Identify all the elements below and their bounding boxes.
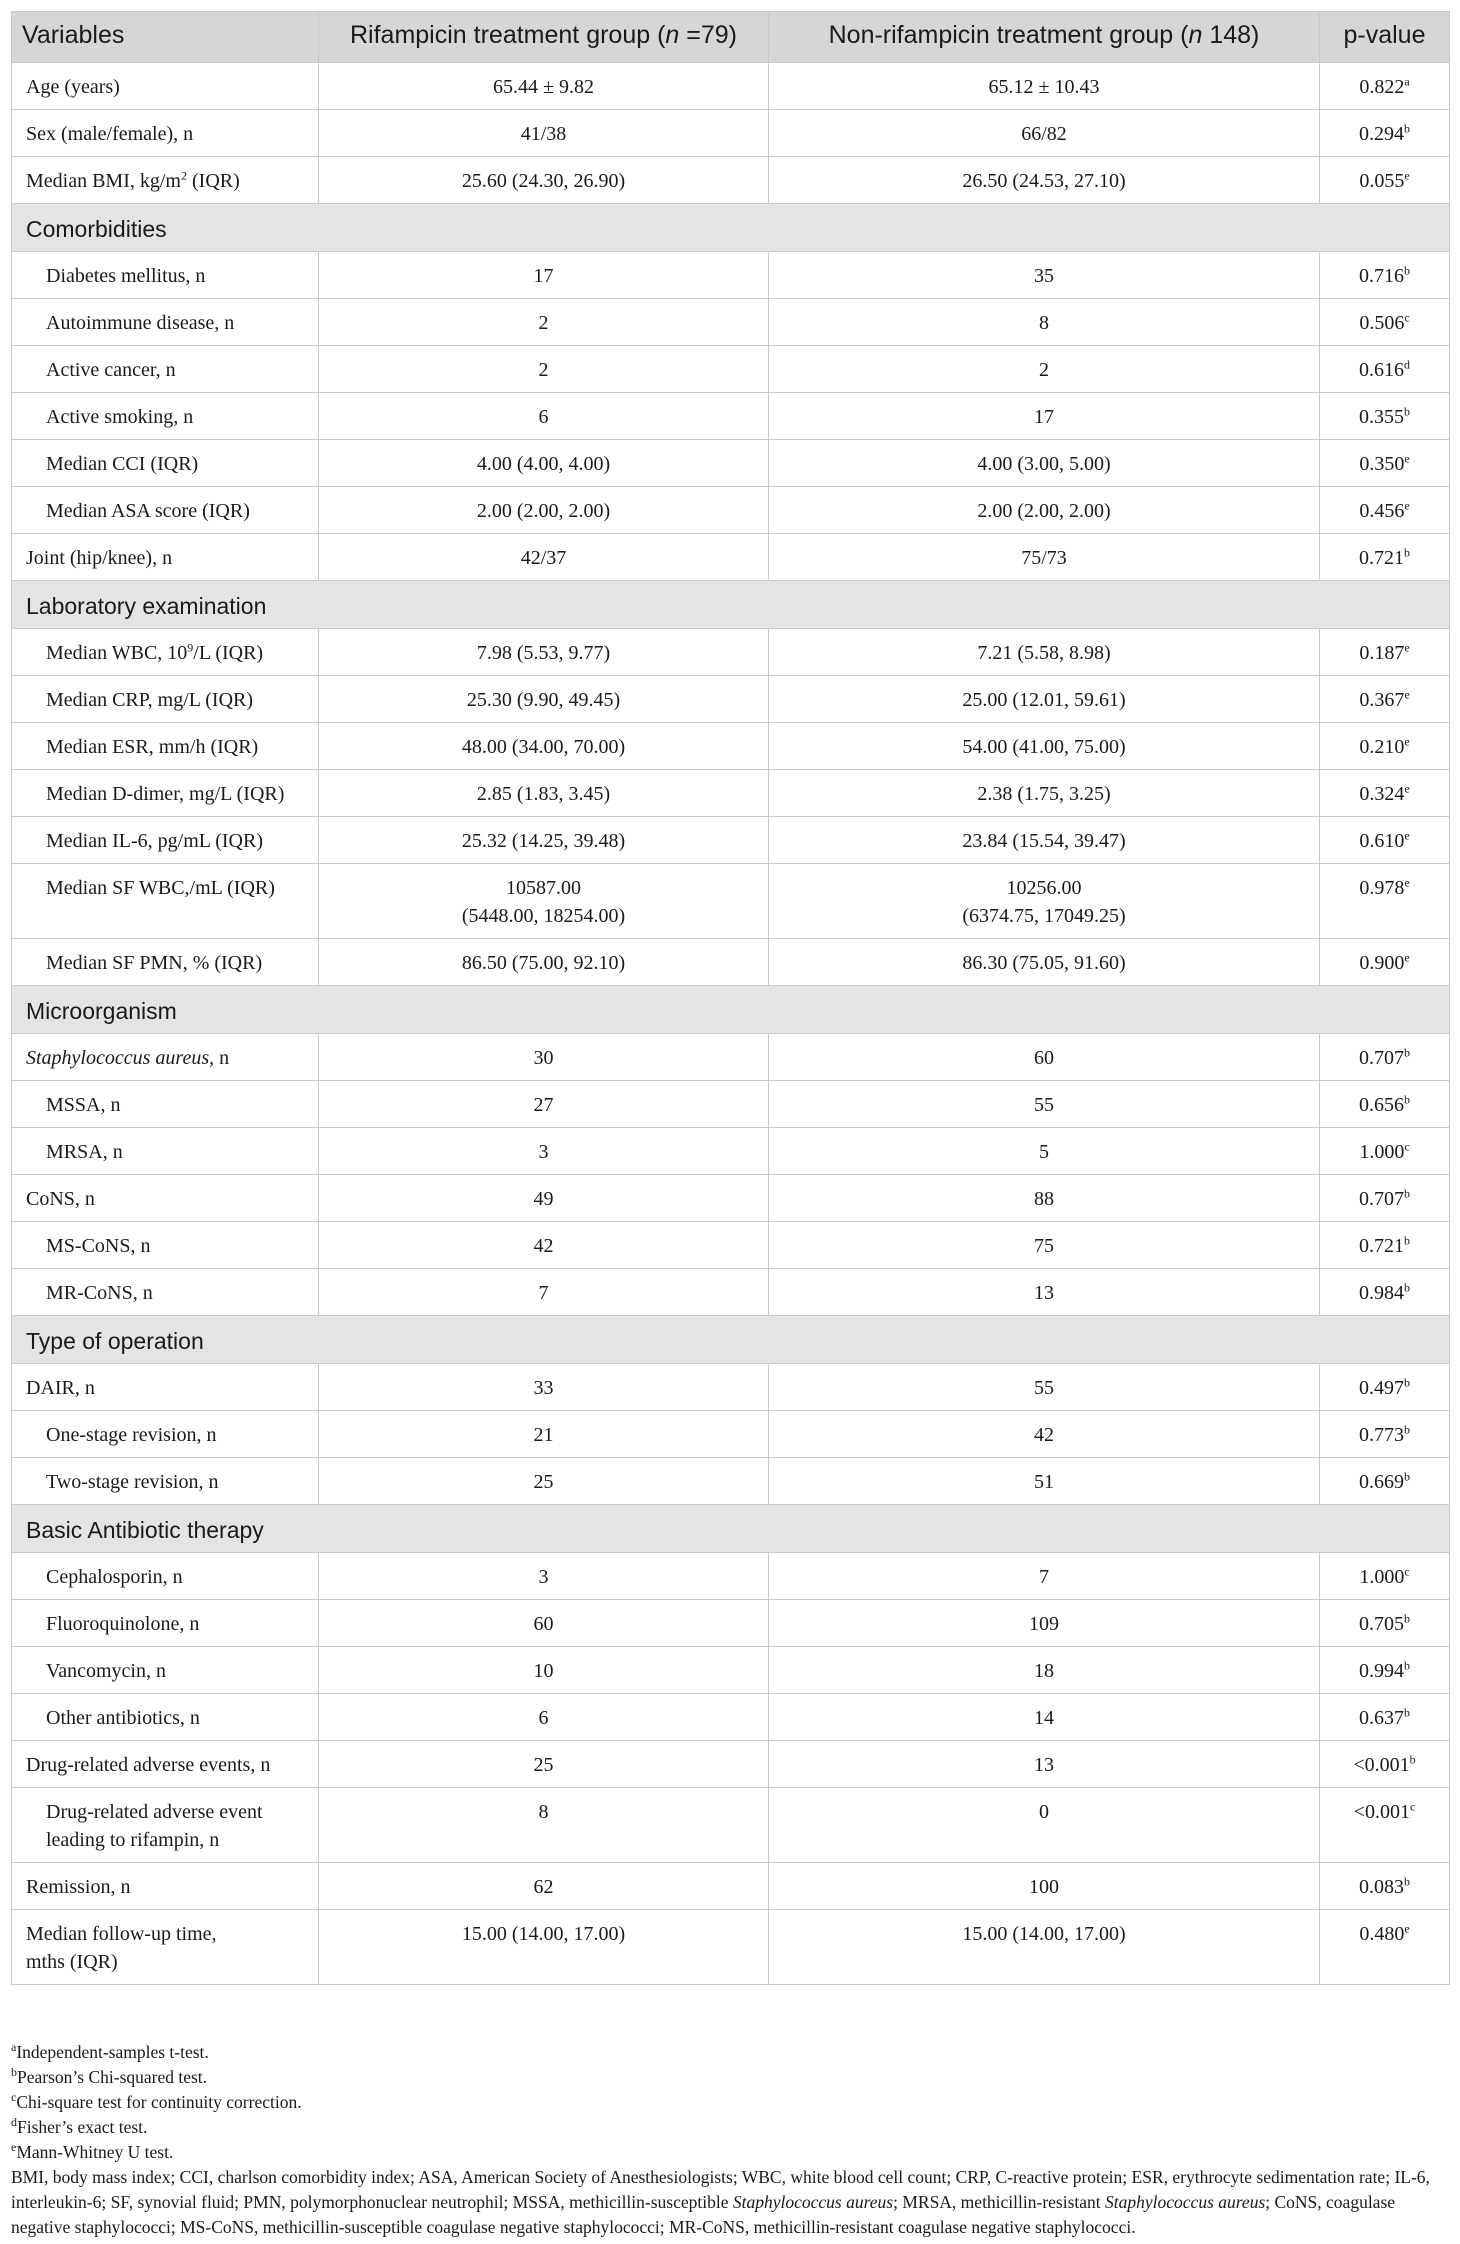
rifampicin-value: 25 — [319, 1741, 769, 1788]
variable-label: Cephalosporin, n — [12, 1553, 319, 1600]
test-footnote-mark: b — [1404, 1658, 1410, 1673]
rifampicin-value: 41/38 — [319, 110, 769, 157]
footnote: $^c$Chi-square test for continuity correction. — [11, 2090, 302, 2112]
test-footnote-mark: b — [1404, 1874, 1410, 1889]
rifampicin-value: 62 — [319, 1863, 769, 1910]
variable-label: Median CRP, mg/L (IQR) — [12, 676, 319, 723]
footnote: $^a$Independent-samples t-test. — [11, 2040, 209, 2062]
test-footnote-mark: b — [1404, 1233, 1410, 1248]
non-rifampicin-value: 88 — [769, 1175, 1320, 1222]
rifampicin-value: 2.00 (2.00, 2.00) — [319, 487, 769, 534]
variable-label: One-stage revision, n — [12, 1411, 319, 1458]
p-value: 0.497$^b$ — [1320, 1364, 1450, 1411]
variable-label: DAIR, n — [12, 1364, 319, 1411]
p-value: 0.716$^b$ — [1320, 252, 1450, 299]
table-row — [12, 1458, 1450, 1505]
test-footnote-mark: e — [1404, 950, 1410, 965]
test-footnote-mark: b — [1404, 1045, 1410, 1060]
table-row — [12, 1034, 1450, 1081]
p-value: 0.187e — [1320, 629, 1450, 676]
p-value: 0.900e — [1320, 939, 1450, 986]
non-rifampicin-value: 100 — [769, 1863, 1320, 1910]
p-value: <0.001$^b$ — [1320, 1741, 1450, 1788]
rifampicin-value: 60 — [319, 1600, 769, 1647]
variable-label: Median ESR, mm/h (IQR) — [12, 723, 319, 770]
variable-label: MR-CoNS, n — [12, 1269, 319, 1316]
test-footnote-mark: e — [1404, 640, 1410, 655]
p-value: 0.721$^b$ — [1320, 1222, 1450, 1269]
non-rifampicin-value: 10256.00 (6374.75, 17049.25) — [769, 864, 1320, 939]
table-row — [12, 1553, 1450, 1600]
table-row — [12, 1741, 1450, 1788]
non-rifampicin-value: 8 — [769, 299, 1320, 346]
non-rifampicin-value: 25.00 (12.01, 59.61) — [769, 676, 1320, 723]
p-value: 0.978e — [1320, 864, 1450, 939]
table-row — [12, 393, 1450, 440]
header-variables: Variables — [12, 12, 319, 63]
section-header-row — [12, 986, 1450, 1034]
p-value: 0.456e — [1320, 487, 1450, 534]
non-rifampicin-value: 55 — [769, 1364, 1320, 1411]
footnote: $^b$Pearson’s Chi-squared test. — [11, 2065, 208, 2087]
variable-label: Sex (male/female), n — [12, 110, 319, 157]
footnote: $^e$Mann-Whitney U test. — [11, 2140, 174, 2162]
p-value: 0.994$^b$ — [1320, 1647, 1450, 1694]
rifampicin-value: 25 — [319, 1458, 769, 1505]
rifampicin-value: 48.00 (34.00, 70.00) — [319, 723, 769, 770]
table-row — [12, 1411, 1450, 1458]
header-rifampicin-group: Rifampicin treatment group (n =79) — [319, 12, 769, 63]
variable-label: Two-stage revision, n — [12, 1458, 319, 1505]
rifampicin-value: 25.32 (14.25, 39.48) — [319, 817, 769, 864]
p-value: 0.984$^b$ — [1320, 1269, 1450, 1316]
test-footnote-mark: b — [1404, 1469, 1410, 1484]
test-footnote-mark: e — [1404, 734, 1410, 749]
test-footnote-mark: d — [1404, 357, 1410, 372]
rifampicin-value: 7.98 (5.53, 9.77) — [319, 629, 769, 676]
table-row — [12, 629, 1450, 676]
table-row — [12, 1175, 1450, 1222]
table-body — [12, 63, 1450, 1985]
p-value: 0.294$^b$ — [1320, 110, 1450, 157]
non-rifampicin-value: 75/73 — [769, 534, 1320, 581]
test-footnote-mark: b — [1404, 1280, 1410, 1295]
rifampicin-value: 4.00 (4.00, 4.00) — [319, 440, 769, 487]
non-rifampicin-value: 26.50 (24.53, 27.10) — [769, 157, 1320, 204]
rifampicin-value: 49 — [319, 1175, 769, 1222]
section-header-row — [12, 1316, 1450, 1364]
non-rifampicin-value: 75 — [769, 1222, 1320, 1269]
non-rifampicin-value: 0 — [769, 1788, 1320, 1863]
rifampicin-value: 6 — [319, 393, 769, 440]
rifampicin-value: 33 — [319, 1364, 769, 1411]
test-footnote-mark: b — [1409, 1752, 1416, 1767]
p-value: <0.001$^c$ — [1320, 1788, 1450, 1863]
rifampicin-value: 25.30 (9.90, 49.45) — [319, 676, 769, 723]
non-rifampicin-value: 13 — [769, 1741, 1320, 1788]
test-footnote-mark: e — [1404, 687, 1410, 702]
p-value: 0.637$^b$ — [1320, 1694, 1450, 1741]
p-value: 0.324e — [1320, 770, 1450, 817]
p-value: 0.616$^d$ — [1320, 346, 1450, 393]
table-row — [12, 1694, 1450, 1741]
non-rifampicin-value: 17 — [769, 393, 1320, 440]
non-rifampicin-value: 7 — [769, 1553, 1320, 1600]
variable-label: Median CCI (IQR) — [12, 440, 319, 487]
p-value: 0.656$^b$ — [1320, 1081, 1450, 1128]
table-row — [12, 487, 1450, 534]
variable-label: Autoimmune disease, n — [12, 299, 319, 346]
test-footnote-mark: b — [1404, 1375, 1410, 1390]
variable-label: Active cancer, n — [12, 346, 319, 393]
non-rifampicin-value: 7.21 (5.58, 8.98) — [769, 629, 1320, 676]
non-rifampicin-value: 2.38 (1.75, 3.25) — [769, 770, 1320, 817]
non-rifampicin-value: 66/82 — [769, 110, 1320, 157]
non-rifampicin-value: 60 — [769, 1034, 1320, 1081]
test-footnote-mark: e — [1404, 781, 1410, 796]
variable-label: Staphylococcus aureus, n — [12, 1034, 319, 1081]
table-row — [12, 346, 1450, 393]
test-footnote-mark: c — [1404, 310, 1410, 325]
rifampicin-value: 2 — [319, 299, 769, 346]
non-rifampicin-value: 65.12 ± 10.43 — [769, 63, 1320, 110]
non-rifampicin-value: 86.30 (75.05, 91.60) — [769, 939, 1320, 986]
test-footnote-mark: e — [1404, 875, 1410, 890]
non-rifampicin-value: 2 — [769, 346, 1320, 393]
p-value: 0.506$^c$ — [1320, 299, 1450, 346]
p-value: 0.210e — [1320, 723, 1450, 770]
table-row — [12, 939, 1450, 986]
table-row — [12, 1863, 1450, 1910]
rifampicin-value: 42/37 — [319, 534, 769, 581]
non-rifampicin-value: 51 — [769, 1458, 1320, 1505]
p-value: 0.705$^b$ — [1320, 1600, 1450, 1647]
table-row — [12, 817, 1450, 864]
section-header-row — [12, 1505, 1450, 1553]
rifampicin-value: 86.50 (75.00, 92.10) — [319, 939, 769, 986]
variable-label: Fluoroquinolone, n — [12, 1600, 319, 1647]
rifampicin-value: 10587.00 (5448.00, 18254.00) — [319, 864, 769, 939]
section-title: Comorbidities — [12, 204, 1450, 252]
variable-label: Median SF WBC,/mL (IQR) — [12, 864, 319, 939]
table-row — [12, 157, 1450, 204]
p-value: 0.480e — [1320, 1910, 1450, 1985]
p-value: 0.669$^b$ — [1320, 1458, 1450, 1505]
p-value: 0.350e — [1320, 440, 1450, 487]
variable-label: MRSA, n — [12, 1128, 319, 1175]
table-row — [12, 1788, 1450, 1863]
p-value: 0.055e — [1320, 157, 1450, 204]
rifampicin-value: 27 — [319, 1081, 769, 1128]
variable-label: MS-CoNS, n — [12, 1222, 319, 1269]
p-value: 0.083$^b$ — [1320, 1863, 1450, 1910]
p-value: 0.721$^b$ — [1320, 534, 1450, 581]
p-value: 0.367e — [1320, 676, 1450, 723]
table-row — [12, 1128, 1450, 1175]
variable-label: Active smoking, n — [12, 393, 319, 440]
non-rifampicin-value: 42 — [769, 1411, 1320, 1458]
p-value: 0.773$^b$ — [1320, 1411, 1450, 1458]
table-row — [12, 110, 1450, 157]
test-footnote-mark: b — [1404, 1611, 1410, 1626]
p-value: 0.355$^b$ — [1320, 393, 1450, 440]
header-non-rifampicin-group: Non-rifampicin treatment group (n 148) — [769, 12, 1320, 63]
rifampicin-value: 42 — [319, 1222, 769, 1269]
rifampicin-value: 2.85 (1.83, 3.45) — [319, 770, 769, 817]
abbreviations-note: BMI, body mass index; CCI, charlson comorbidity index; ASA, American Society of Anesthesiologists; WBC, white blood cell count; CRP, C-reactive protein; ESR, erythrocyte sedimentation rate; IL-6, interleukin-6; SF, synovial fluid; PMN, polymorphonuclear neutrophil; MSSA, methicillin-susceptible Staphylococcus aureus; MRSA, methicillin-resistant Staphylococcus aureus; CoNS, coagulase negative staphylococci; MS-CoNS, methicillin-susceptible coagulase negative staphylococci; MR-CoNS, methicillin-resistant coagulase negative staphylococci. — [11, 2167, 1430, 2237]
section-title: Type of operation — [12, 1316, 1450, 1364]
test-footnote-mark: e — [1404, 828, 1410, 843]
rifampicin-value: 65.44 ± 9.82 — [319, 63, 769, 110]
non-rifampicin-value: 18 — [769, 1647, 1320, 1694]
table-row — [12, 440, 1450, 487]
rifampicin-value: 2 — [319, 346, 769, 393]
test-footnote-mark: c — [1404, 1564, 1410, 1579]
non-rifampicin-value: 35 — [769, 252, 1320, 299]
table-row — [12, 1647, 1450, 1694]
variable-label: Median ASA score (IQR) — [12, 487, 319, 534]
table-row — [12, 63, 1450, 110]
test-footnote-mark: b — [1404, 1422, 1410, 1437]
data-table — [11, 11, 1450, 1985]
variable-label: Median D-dimer, mg/L (IQR) — [12, 770, 319, 817]
non-rifampicin-value: 5 — [769, 1128, 1320, 1175]
table-row — [12, 1269, 1450, 1316]
rifampicin-value: 17 — [319, 252, 769, 299]
rifampicin-value: 7 — [319, 1269, 769, 1316]
test-footnote-mark: a — [1404, 74, 1410, 89]
footnote: $^d$Fisher’s exact test. — [11, 2115, 148, 2137]
variable-label: Diabetes mellitus, n — [12, 252, 319, 299]
variable-label: Drug-related adverse events, n — [12, 1741, 319, 1788]
rifampicin-value: 30 — [319, 1034, 769, 1081]
p-value: 1.000$^c$ — [1320, 1553, 1450, 1600]
variable-label: Median SF PMN, % (IQR) — [12, 939, 319, 986]
test-footnote-mark: b — [1404, 121, 1410, 136]
test-footnote-mark: e — [1404, 1921, 1410, 1936]
section-title: Laboratory examination — [12, 581, 1450, 629]
p-value: 1.000$^c$ — [1320, 1128, 1450, 1175]
variable-label: Median follow-up time, mths (IQR) — [12, 1910, 319, 1985]
table-row — [12, 770, 1450, 817]
table-footnotes — [11, 2040, 1451, 2240]
rifampicin-value: 10 — [319, 1647, 769, 1694]
section-header-row — [12, 204, 1450, 252]
p-value: 0.610e — [1320, 817, 1450, 864]
test-footnote-mark: e — [1404, 168, 1410, 183]
non-rifampicin-value: 15.00 (14.00, 17.00) — [769, 1910, 1320, 1985]
variable-label: Drug-related adverse event leading to rifampin, n — [12, 1788, 319, 1863]
non-rifampicin-value: 109 — [769, 1600, 1320, 1647]
test-footnote-mark: b — [1404, 1186, 1410, 1201]
variable-label: MSSA, n — [12, 1081, 319, 1128]
non-rifampicin-value: 2.00 (2.00, 2.00) — [769, 487, 1320, 534]
test-footnote-mark: c — [1409, 1799, 1416, 1814]
rifampicin-value: 25.60 (24.30, 26.90) — [319, 157, 769, 204]
test-footnote-mark: b — [1404, 1092, 1410, 1107]
test-footnote-mark: b — [1404, 263, 1410, 278]
variable-label: Other antibiotics, n — [12, 1694, 319, 1741]
section-title: Microorganism — [12, 986, 1450, 1034]
non-rifampicin-value: 54.00 (41.00, 75.00) — [769, 723, 1320, 770]
variable-label: Median IL-6, pg/mL (IQR) — [12, 817, 319, 864]
table-row — [12, 1910, 1450, 1985]
p-value: 0.822$^a$ — [1320, 63, 1450, 110]
test-footnote-mark: b — [1404, 1705, 1410, 1720]
table-row — [12, 534, 1450, 581]
test-footnote-mark: c — [1404, 1139, 1410, 1154]
variable-label: Joint (hip/knee), n — [12, 534, 319, 581]
table-row — [12, 252, 1450, 299]
non-rifampicin-value: 4.00 (3.00, 5.00) — [769, 440, 1320, 487]
table-row — [12, 676, 1450, 723]
header-p-value: p-value — [1320, 12, 1450, 63]
section-header-row — [12, 581, 1450, 629]
table-row — [12, 299, 1450, 346]
p-value: 0.707$^b$ — [1320, 1175, 1450, 1222]
table-row — [12, 864, 1450, 939]
test-footnote-mark: b — [1404, 404, 1410, 419]
table-row — [12, 723, 1450, 770]
non-rifampicin-value: 13 — [769, 1269, 1320, 1316]
test-footnote-mark: b — [1404, 545, 1410, 560]
variable-label: Median BMI, $kg/m^2$ (IQR) — [12, 157, 319, 204]
variable-label: CoNS, n — [12, 1175, 319, 1222]
variable-label: Vancomycin, n — [12, 1647, 319, 1694]
section-title: Basic Antibiotic therapy — [12, 1505, 1450, 1553]
variable-label: Age (years) — [12, 63, 319, 110]
variable-label: Remission, n — [12, 1863, 319, 1910]
non-rifampicin-value: 55 — [769, 1081, 1320, 1128]
rifampicin-value: 3 — [319, 1553, 769, 1600]
test-footnote-mark: e — [1404, 498, 1410, 513]
non-rifampicin-value: 23.84 (15.54, 39.47) — [769, 817, 1320, 864]
rifampicin-value: 21 — [319, 1411, 769, 1458]
p-value: 0.707$^b$ — [1320, 1034, 1450, 1081]
rifampicin-value: 3 — [319, 1128, 769, 1175]
baseline-characteristics-table — [11, 11, 1449, 1985]
header-row — [12, 12, 1450, 63]
rifampicin-value: 6 — [319, 1694, 769, 1741]
table-row — [12, 1222, 1450, 1269]
non-rifampicin-value: 14 — [769, 1694, 1320, 1741]
rifampicin-value: 8 — [319, 1788, 769, 1863]
variable-label: Median WBC, $10^9/L$ (IQR) — [12, 629, 319, 676]
table-row — [12, 1081, 1450, 1128]
table-row — [12, 1364, 1450, 1411]
rifampicin-value: 15.00 (14.00, 17.00) — [319, 1910, 769, 1985]
test-footnote-mark: e — [1404, 451, 1410, 466]
table-row — [12, 1600, 1450, 1647]
